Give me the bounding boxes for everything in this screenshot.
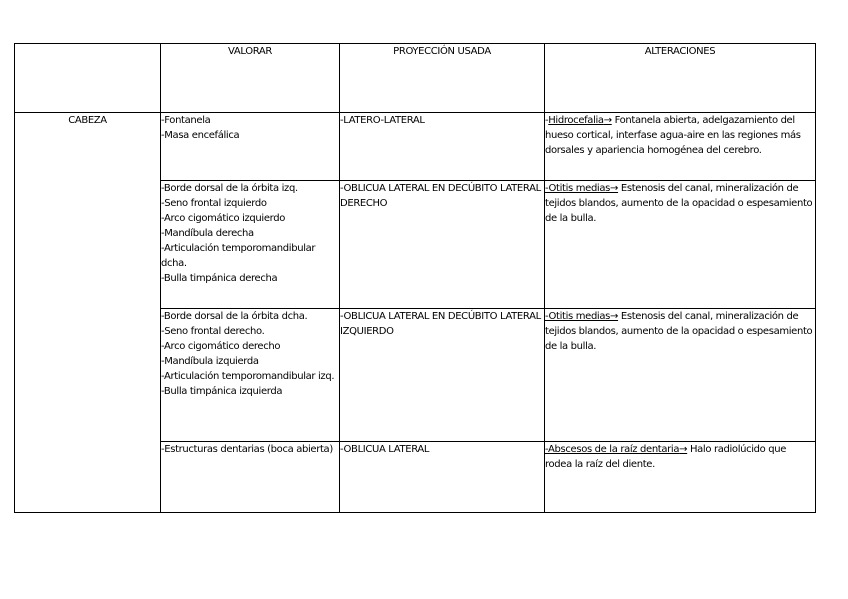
alteracion-text xyxy=(545,442,815,472)
proyeccion-cell xyxy=(340,309,545,442)
arrow-icon: → xyxy=(679,444,688,455)
alteracion-cell xyxy=(545,113,816,181)
list-item: -Borde dorsal de la órbita dcha. xyxy=(161,311,308,322)
arrow-icon: → xyxy=(610,183,619,194)
proyeccion-cell xyxy=(340,113,545,181)
alteracion-term-label: -Abscesos de la raíz dentaria xyxy=(545,444,680,455)
list-item: -Bulla timpánica izquierda xyxy=(161,386,283,397)
alteracion-term-label: -Otitis medias xyxy=(545,311,611,322)
alteracion-prefix: - xyxy=(545,115,549,126)
corner-cell xyxy=(15,44,161,113)
valorar-cell xyxy=(161,181,340,309)
alteracion-term xyxy=(545,444,687,455)
alteracion-cell xyxy=(545,442,816,513)
alteracion-term xyxy=(545,311,618,322)
list-item: -Arco cigomático derecho xyxy=(161,341,281,352)
table-row xyxy=(15,113,816,181)
alteracion-term xyxy=(545,183,618,194)
valorar-cell xyxy=(161,309,340,442)
alteracion-text xyxy=(545,181,815,226)
list-item: -Seno frontal izquierdo xyxy=(161,198,267,209)
proyeccion-text: -OBLICUA LATERAL EN DECÚBITO LATERAL DERECHO xyxy=(340,183,541,209)
row-label-cabeza: CABEZA xyxy=(15,113,161,513)
alteracion-term-label: Hidrocefalia xyxy=(548,115,604,126)
proyeccion-text: -OBLICUA LATERAL EN DECÚBITO LATERAL IZQUIERDO xyxy=(340,311,541,337)
alteracion-description: Estenosis del canal, mineralización de tejidos blandos, aumento de la opacidad o espesamiento de la bulla. xyxy=(545,311,813,352)
list-item: -Mandíbula derecha xyxy=(161,228,254,239)
header-valorar: VALORAR xyxy=(161,44,340,113)
proyeccion-cell xyxy=(340,181,545,309)
list-item: -Mandíbula izquierda xyxy=(161,356,259,367)
valorar-cell xyxy=(161,113,340,181)
alteracion-term-label: -Otitis medias xyxy=(545,183,611,194)
proyeccion-text: -LATERO-LATERAL xyxy=(340,115,425,126)
list-item: -Arco cigomático izquierdo xyxy=(161,213,285,224)
alteracion-description: Halo radiolúcido que rodea la raíz del diente. xyxy=(545,444,787,470)
proyeccion-cell xyxy=(340,442,545,513)
radiology-table xyxy=(14,43,816,513)
list-item: -Borde dorsal de la órbita izq. xyxy=(161,183,298,194)
alteracion-description: Fontanela abierta, adelgazamiento del hueso cortical, interfase agua-aire en las regiones más dorsales y apariencia homogénea del cerebro. xyxy=(545,115,801,156)
alteracion-text xyxy=(545,113,815,158)
header-row xyxy=(15,44,816,113)
arrow-icon: → xyxy=(610,311,619,322)
list-item: -Bulla timpánica derecha xyxy=(161,273,278,284)
alteracion-cell xyxy=(545,181,816,309)
valorar-cell xyxy=(161,442,340,513)
header-alteraciones: ALTERACIONES xyxy=(545,44,816,113)
list-item: -Fontanela xyxy=(161,115,211,126)
arrow-icon: → xyxy=(603,115,612,126)
list-item: -Articulación temporomandibular dcha. xyxy=(161,243,316,269)
alteracion-term xyxy=(548,115,611,126)
proyeccion-text: -OBLICUA LATERAL xyxy=(340,444,430,455)
list-item: -Seno frontal derecho. xyxy=(161,326,265,337)
list-item: -Estructuras dentarias (boca abierta) xyxy=(161,444,333,455)
header-proyeccion: PROYECCIÓN USADA xyxy=(340,44,545,113)
list-item: -Masa encefálica xyxy=(161,130,240,141)
alteracion-text xyxy=(545,309,815,354)
list-item: -Articulación temporomandibular izq. xyxy=(161,371,335,382)
alteracion-description: Estenosis del canal, mineralización de tejidos blandos, aumento de la opacidad o espesamiento de la bulla. xyxy=(545,183,813,224)
alteracion-cell xyxy=(545,309,816,442)
